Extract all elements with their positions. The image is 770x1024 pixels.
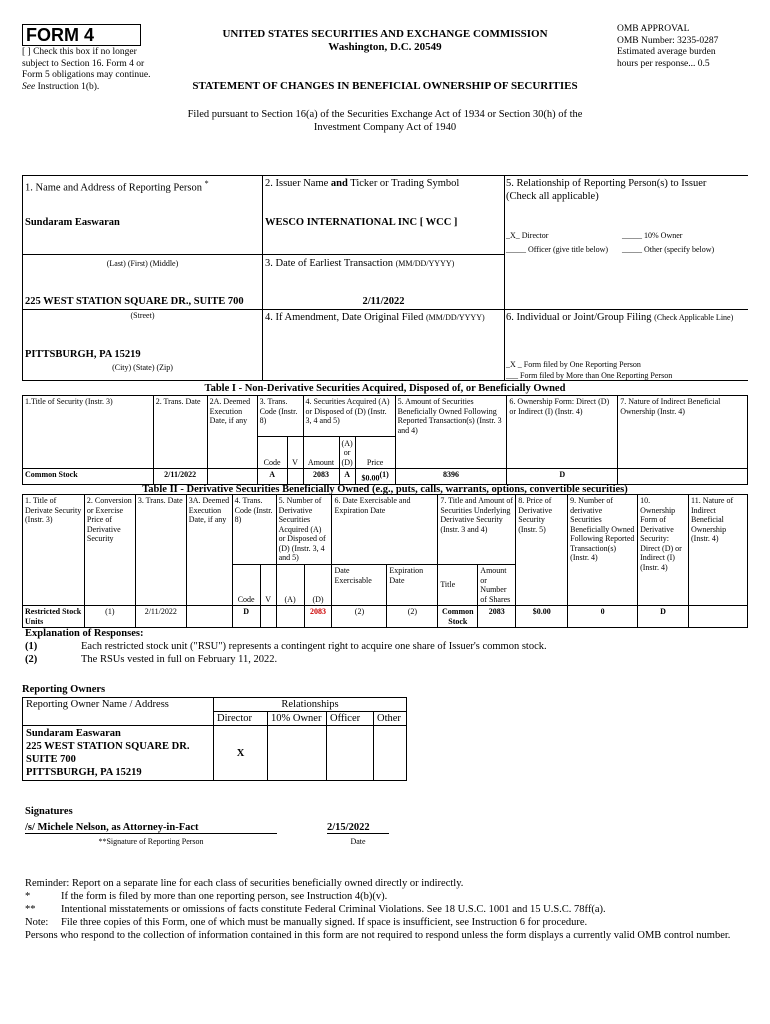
omb-line-3: Estimated average burden — [617, 47, 716, 57]
t2-header-underlying: 7. Title and Amount of Securities Underlying Derivative Security (Instr. 3 and 4) — [438, 495, 516, 565]
t2-header-deemed: 3A. Deemed Execution Date, if any — [186, 495, 232, 606]
t2-row-underlying-amount: 2083 — [478, 606, 516, 628]
t1-header-deemed: 2A. Deemed Execution Date, if any — [207, 396, 257, 469]
reporting-person-city: PITTSBURGH, PA 15219 — [25, 349, 141, 360]
box3-label: 3. Date of Earliest Transaction (MM/DD/YYYY) — [265, 258, 455, 269]
t1-sub-aord: (A) or (D) — [339, 437, 355, 469]
t2-header-nature: 11. Nature of Indirect Beneficial Ownership (Instr. 4) — [689, 495, 748, 606]
explanation-text-2: The RSUs vested in full on February 11, 2022. — [81, 654, 278, 665]
t1-header-acquired: 4. Securities Acquired (A) or Disposed of (D) (Instr. 3, 4 and 5) — [303, 396, 395, 437]
signature-value: /s/ Michele Nelson, as Attorney-in-Fact — [25, 822, 277, 834]
relationship-director: _X_ Director — [506, 231, 549, 240]
name-sub-label: (Last) (First) (Middle) — [106, 259, 179, 268]
t1-row-aord: A — [339, 469, 355, 485]
t1-sub-code: Code — [257, 437, 287, 469]
footer-star-note — [25, 903, 760, 916]
t1-sub-price: Price — [355, 437, 395, 469]
box4-label: 4. If Amendment, Date Original Filed (MM/DD/YYYY) — [265, 312, 485, 323]
signatures-title: Signatures — [25, 806, 73, 817]
t2-row-conversion: (1) — [84, 606, 135, 628]
footer-star-2-text: Intentional misstatements or omissions of facts constitute Federal Criminal Violations. See 18 U.S.C. 1001 and 15 U.S.C. 78ff(a). — [61, 904, 606, 915]
t2-header-date: 3. Trans. Date — [135, 495, 186, 606]
explanation-number-2: (2) — [25, 654, 38, 665]
t2-row-exercisable: (2) — [332, 606, 387, 628]
owner-other-mark — [374, 726, 407, 781]
t2-row-expiration: (2) — [387, 606, 438, 628]
owner-line-1: Sundaram Easwaran — [26, 728, 121, 739]
explanation-section — [25, 627, 765, 666]
table2 — [22, 494, 748, 628]
explanation-item — [25, 653, 765, 666]
owners-col-other: Other — [374, 712, 407, 726]
box6-filing — [504, 309, 748, 381]
box3-earliest-date — [262, 254, 505, 310]
relationship-ten-owner: _____ 10% Owner — [622, 231, 683, 240]
t1-row-v — [287, 469, 303, 485]
t2-header-conversion: 2. Conversion or Exercise Price of Derivative Security — [84, 495, 135, 606]
t2-header-code: 4. Trans. Code (Instr. 8) — [232, 495, 276, 565]
filing-option-more: ___ Form filed by More than One Reporting Person — [506, 371, 673, 380]
owners-col-ten-owner: 10% Owner — [268, 712, 327, 726]
table2-title: Table II - Derivative Securities Beneficially Owned (e.g., puts, calls, warrants, options, convertible securities) — [142, 484, 628, 495]
t1-row-form: D — [507, 469, 618, 485]
owners-col-name: Reporting Owner Name / Address — [23, 698, 214, 726]
box5-relationship — [504, 175, 748, 310]
box4-label-format: (MM/DD/YYYY) — [425, 313, 485, 322]
t2-sub-expiration: Expiration Date — [387, 565, 438, 606]
footer-star-note — [25, 890, 760, 903]
t1-row-nature — [618, 469, 748, 485]
omb-line-1: OMB APPROVAL — [617, 24, 690, 34]
t2-sub-amount: Amount or Number of Shares — [478, 565, 516, 606]
signature-date-label: Date — [350, 837, 366, 846]
t2-header-exercisable: 6. Date Exercisable and Expiration Date — [332, 495, 438, 565]
relationship-other: _____ Other (specify below) — [622, 245, 715, 254]
t2-header-ownership: 10. Ownership Form of Derivative Security: Direct (D) or Indirect (I) (Instr. 4) — [638, 495, 689, 606]
box1-name — [22, 175, 263, 255]
footer-star-1-text: If the form is filed by more than one reporting person, see Instruction 4(b)(v). — [61, 891, 388, 902]
agency-line-1: UNITED STATES SECURITIES AND EXCHANGE COMMISSION — [222, 28, 548, 40]
t2-header-price: 8. Price of Derivative Security (Instr. 5) — [516, 495, 568, 606]
issuer-name: WESCO INTERNATIONAL INC [ WCC ] — [265, 217, 458, 228]
owners-title: Reporting Owners — [22, 684, 106, 695]
table-row — [23, 606, 748, 628]
box2-label: 2. Issuer Name and Ticker or Trading Symbol — [265, 178, 460, 189]
agency-heading — [170, 28, 600, 54]
explanation-item — [25, 640, 765, 653]
box1-address — [22, 254, 263, 310]
box1-city — [22, 309, 263, 381]
footer-star-2: ** — [25, 904, 36, 915]
t1-header-date: 2. Trans. Date — [153, 396, 207, 469]
t1-row-amount: 2083 — [303, 469, 339, 485]
t1-row-code: A — [257, 469, 287, 485]
t1-header-nature: 7. Nature of Indirect Beneficial Ownership (Instr. 4) — [618, 396, 748, 469]
t2-sub-code: Code — [232, 565, 260, 606]
t2-sub-v: V — [260, 565, 276, 606]
t2-row-nature — [689, 606, 748, 628]
box1-label: 1. Name and Address of Reporting Person * — [25, 179, 209, 194]
t2-row-underlying-title: Common Stock — [438, 606, 478, 628]
footer-note-text: File three copies of this Form, one of which must be manually signed. If space is insufficient, see Instruction 6 for procedure. — [61, 917, 588, 928]
t2-row-a — [276, 606, 304, 628]
filing-option-one: _X _ Form filed by One Reporting Person — [506, 360, 641, 369]
t1-row-deemed — [207, 469, 257, 485]
table-row — [23, 726, 407, 781]
box5-label: 5. Relationship of Reporting Person(s) to Issuer (Check all applicable) — [506, 178, 707, 202]
statement-title: STATEMENT OF CHANGES IN BENEFICIAL OWNERSHIP OF SECURITIES — [192, 80, 578, 92]
street-sub-label: (Street) — [130, 311, 155, 320]
explanation-title: Explanation of Responses: — [25, 628, 144, 639]
explanation-text-1: Each restricted stock unit ("RSU") represents a contingent right to acquire one share of Issuer's common stock. — [81, 641, 547, 652]
footer-star-1: * — [25, 891, 31, 902]
footer-persons: Persons who respond to the collection of information contained in this form are not required to respond unless the form displays a currently valid OMB control number. — [25, 930, 731, 941]
owners-table — [22, 697, 407, 781]
owner-line-3: SUITE 700 — [26, 754, 76, 765]
check-box-note — [22, 47, 157, 93]
t2-sub-a: (A) — [276, 565, 304, 606]
t2-sub-title: Title — [438, 565, 478, 606]
check-note-see: See — [22, 81, 36, 92]
t2-row-price: $0.00 — [516, 606, 568, 628]
t2-sub-d: (D) — [304, 565, 332, 606]
reporting-person-name: Sundaram Easwaran — [25, 217, 120, 228]
owners-col-director: Director — [214, 712, 268, 726]
t1-row-price-note: (1) — [379, 470, 389, 479]
owner-line-2: 225 WEST STATION SQUARE DR. — [26, 741, 190, 752]
t2-sub-exercisable: Date Exercisable — [332, 565, 387, 606]
explanation-number-1: (1) — [25, 641, 38, 652]
earliest-transaction-date: 2/11/2022 — [362, 296, 405, 307]
t2-header-owned: 9. Number of derivative Securities Beneficially Owned Following Reported Transaction(s) (Instr. 4) — [568, 495, 638, 606]
footer-notes — [25, 877, 760, 942]
owners-col-relationships: Relationships — [214, 698, 407, 712]
t1-row-owned: 8396 — [395, 469, 507, 485]
city-sub-label: (City) (State) (Zip) — [112, 363, 173, 372]
table1-title: Table I - Non-Derivative Securities Acquired, Disposed of, or Beneficially Owned — [204, 383, 566, 394]
t2-row-form: D — [638, 606, 689, 628]
t2-header-title: 1. Title of Derivate Security (Instr. 3) — [23, 495, 85, 606]
omb-approval — [617, 24, 757, 70]
box2-issuer — [262, 175, 505, 255]
t1-row-title: Common Stock — [23, 469, 154, 485]
t1-sub-v: V — [287, 437, 303, 469]
box1-label-mark: * — [204, 179, 209, 188]
table1 — [22, 395, 748, 485]
t1-header-code: 3. Trans. Code (Instr. 8) — [257, 396, 303, 437]
t2-row-code: D — [232, 606, 260, 628]
check-note-instruction: Instruction 1(b). — [37, 81, 100, 92]
filed-line-1: Filed pursuant to Section 16(a) of the Securities Exchange Act of 1934 or Section 30(h) of the — [187, 109, 583, 120]
owner-ten-owner-mark — [268, 726, 327, 781]
owner-address — [23, 726, 214, 781]
owners-col-officer: Officer — [327, 712, 374, 726]
t1-header-title: 1.Title of Security (Instr. 3) — [23, 396, 154, 469]
omb-line-2: OMB Number: 3235-0287 — [617, 35, 719, 46]
t2-row-title: Restricted Stock Units — [23, 606, 85, 628]
owner-officer-mark — [327, 726, 374, 781]
signature-label: **Signature of Reporting Person — [98, 837, 204, 846]
t2-header-number: 5. Number of Derivative Securities Acquired (A) or Disposed of (D) (Instr. 3, 4 and 5) — [276, 495, 332, 565]
reporting-person-street: 225 WEST STATION SQUARE DR., SUITE 700 — [25, 296, 244, 307]
filed-pursuant — [150, 108, 620, 134]
t2-row-owned: 0 — [568, 606, 638, 628]
agency-line-2: Washington, D.C. 20549 — [328, 41, 442, 53]
t2-row-date: 2/11/2022 — [135, 606, 186, 628]
box4-amendment — [262, 309, 505, 381]
box3-label-format: (MM/DD/YYYY) — [395, 259, 455, 268]
t1-row-price: $0.00$^{(1)}$ — [355, 469, 395, 485]
box5-label-sub: (Check all applicable) — [506, 191, 599, 202]
footer-reminder: Reminder: Report on a separate line for each class of securities beneficially owned directly or indirectly. — [25, 878, 464, 889]
t2-row-v — [260, 606, 276, 628]
box2-label-and: and — [330, 178, 348, 189]
owner-director-mark: X — [214, 726, 268, 781]
table-row — [23, 469, 748, 485]
footer-note — [25, 916, 760, 929]
footer-note-label: Note: — [25, 917, 49, 928]
check-note-text: [ ] Check this box if no longer subject to Section 16. Form 4 or Form 5 obligations may continue. — [22, 47, 151, 80]
t2-row-d: 2083 — [304, 606, 332, 628]
omb-line-4: hours per response... 0.5 — [617, 58, 710, 69]
filed-line-2: Investment Company Act of 1940 — [313, 122, 457, 133]
signature-date: 2/15/2022 — [327, 822, 389, 834]
box6-label-sub: (Check Applicable Line) — [654, 313, 734, 322]
t1-row-date: 2/11/2022 — [153, 469, 207, 485]
relationship-officer: _____ Officer (give title below) — [506, 245, 609, 254]
box6-label: 6. Individual or Joint/Group Filing (Check Applicable Line) — [506, 312, 734, 323]
t1-header-ownership: 6. Ownership Form: Direct (D) or Indirect (I) (Instr. 4) — [507, 396, 618, 469]
t1-sub-amount: Amount — [303, 437, 339, 469]
t1-header-amount-owned: 5. Amount of Securities Beneficially Owned Following Reported Transaction(s) (Instr. 3 and 4) — [395, 396, 507, 469]
form-title: FORM 4 — [22, 24, 141, 46]
owner-line-4: PITTSBURGH, PA 15219 — [26, 767, 142, 778]
t2-row-deemed — [186, 606, 232, 628]
